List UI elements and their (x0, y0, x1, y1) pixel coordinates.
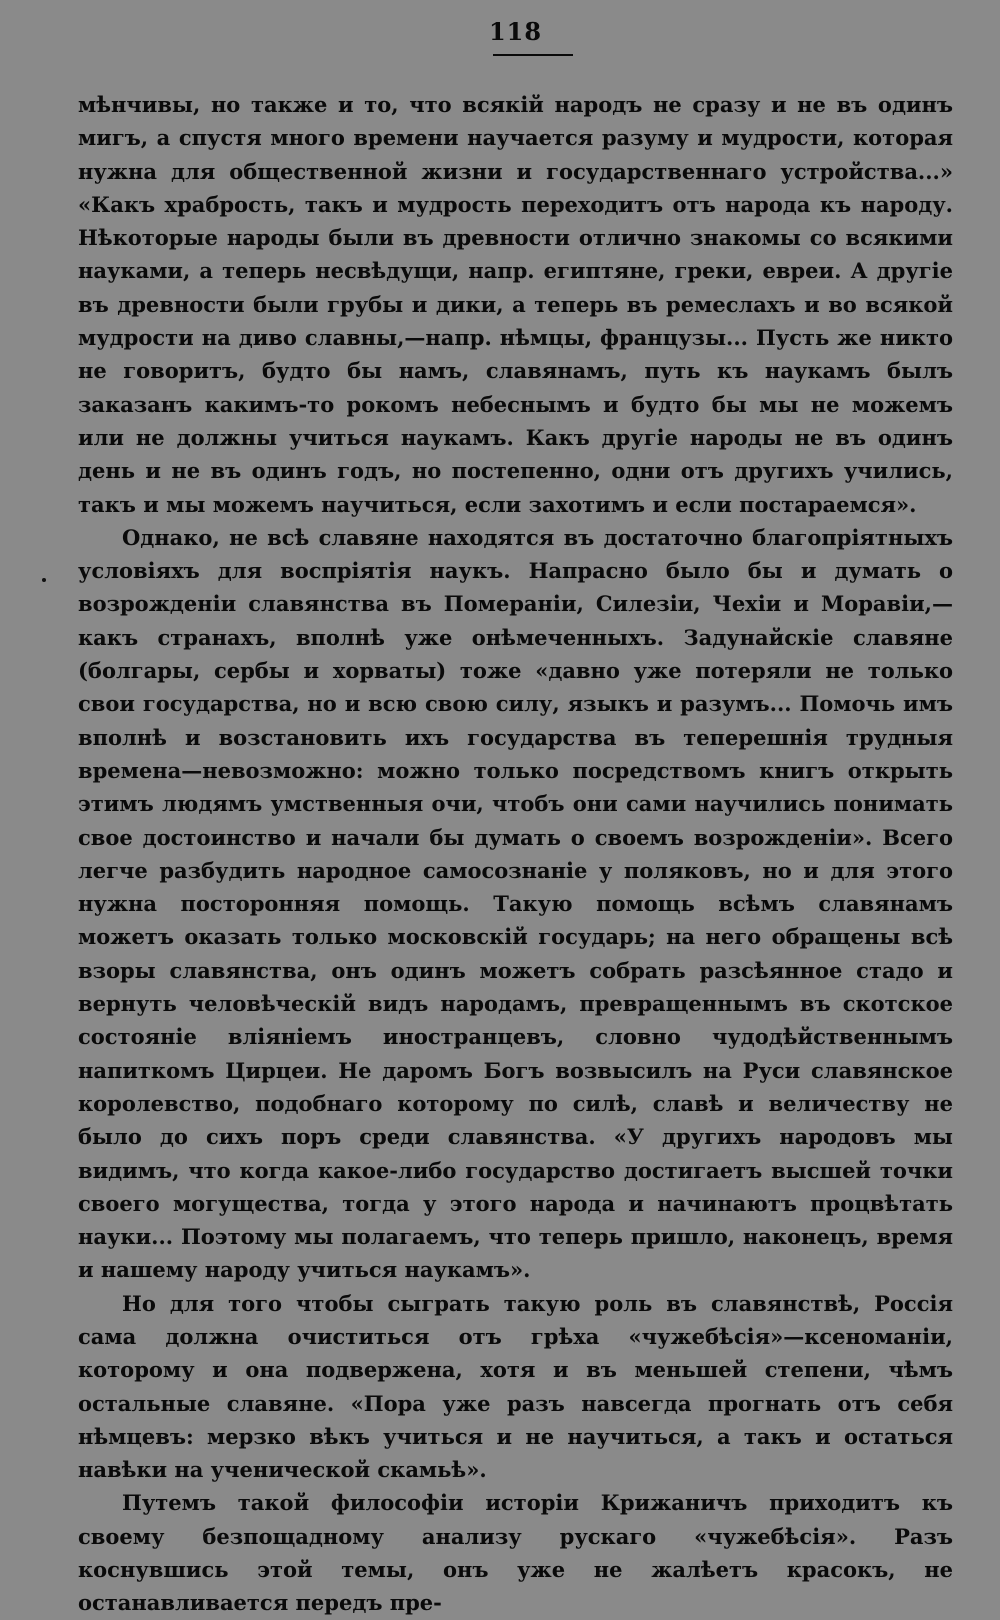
paragraph-4: Путемъ такой философіи исторіи Крижаничъ приходитъ къ своему безпощадному анализу рускаго «чужебѣсія». Разъ коснувшись этой темы, онъ уже не жалѣетъ красокъ, не останавливается передъ пре- (78, 1490, 953, 1616)
paragraph-1: мѣнчивы, но также и то, что всякій народъ не сразу и не въ одинъ мигъ, а спустя много времени научается разуму и мудрости, которая нужна для общественной жизни и государственнаго устройства...» «Какъ храбрость, такъ и мудрость переходитъ отъ народа къ народу. Нѣкоторые народы были въ древности отлично знакомы со всякими науками, а теперь несвѣдущи, напр. египтяне, греки, евреи. А другіе въ древности были грубы и дики, а теперь въ ремеслахъ и во всякой мудрости на диво славны,—напр. нѣмцы, французы... Пусть же никто не говоритъ, будто бы намъ, славянамъ, путь къ наукамъ былъ заказанъ какимъ-то рокомъ небеснымъ и будто бы мы не можемъ или не должны учиться наукамъ. Какъ другіе народы не въ одинъ день и не въ одинъ годъ, но постепенно, одни отъ другихъ учились, такъ и мы можемъ научиться, если захотимъ и если постараемся». (78, 92, 953, 517)
paragraph-3: Но для того чтобы сыграть такую роль въ славянствѣ, Россія сама должна очиститься отъ грѣха «чужебѣсія»—ксеноманіи, которому и она подвержена, хотя и въ меньшей степени, чѣмъ остальные славяне. «Пора уже разъ навсегда прогнать отъ себя нѣмцевъ: мерзко вѣкъ учиться и не научиться, а такъ и остаться навѣки на ученической скамьѣ». (78, 1290, 953, 1483)
margin-speck (42, 578, 46, 582)
body-text (78, 88, 953, 1620)
book-page (78, 14, 953, 1616)
page-number-rule (493, 54, 573, 56)
paragraph-2: Однако, не всѣ славяне находятся въ достаточно благопріятныхъ условіяхъ для воспріятія наукъ. Напрасно было бы и думать о возрожденіи славянства въ Помераніи, Силезіи, Чехіи и Моравіи,—какъ странахъ, вполнѣ уже онѣмеченныхъ. Задунайскіе славяне (болгары, сербы и хорваты) тоже «давно уже потеряли не только свои государства, но и всю свою силу, языкъ и разумъ... Помочь имъ вполнѣ и возстановить ихъ государства въ теперешнія трудныя времена—невозможно: можно только посредствомъ книгъ открыть этимъ людямъ умственныя очи, чтобъ они сами научились понимать свое достоинство и начали бы думать о своемъ возрожденіи». Всего легче разбудить народное самосознаніе у поляковъ, но и для этого нужна посторонняя помощь. Такую помощь всѣмъ славянамъ можетъ оказать только московскій государь; на него обращены всѣ взоры славянства, онъ одинъ можетъ собрать разсѣянное стадо и вернуть человѣческій видъ народамъ, превращеннымъ въ скотское состояніе вліяніемъ иностранцевъ, словно чудодѣйственнымъ напиткомъ Цирцеи. Не даромъ Богъ возвысилъ на Руси славянское королевство, подобнаго которому по силѣ, славѣ и величеству не было до сихъ поръ среди славянства. «У другихъ народовъ мы видимъ, что когда какое-либо государство достигаетъ высшей точки своего могущества, тогда у этого народа и начинаютъ процвѣтать науки... Поэтому мы полагаемъ, что теперь пришло, наконецъ, время и нашему народу учиться наукамъ». (78, 524, 953, 1283)
page-number: 118 (488, 17, 543, 46)
